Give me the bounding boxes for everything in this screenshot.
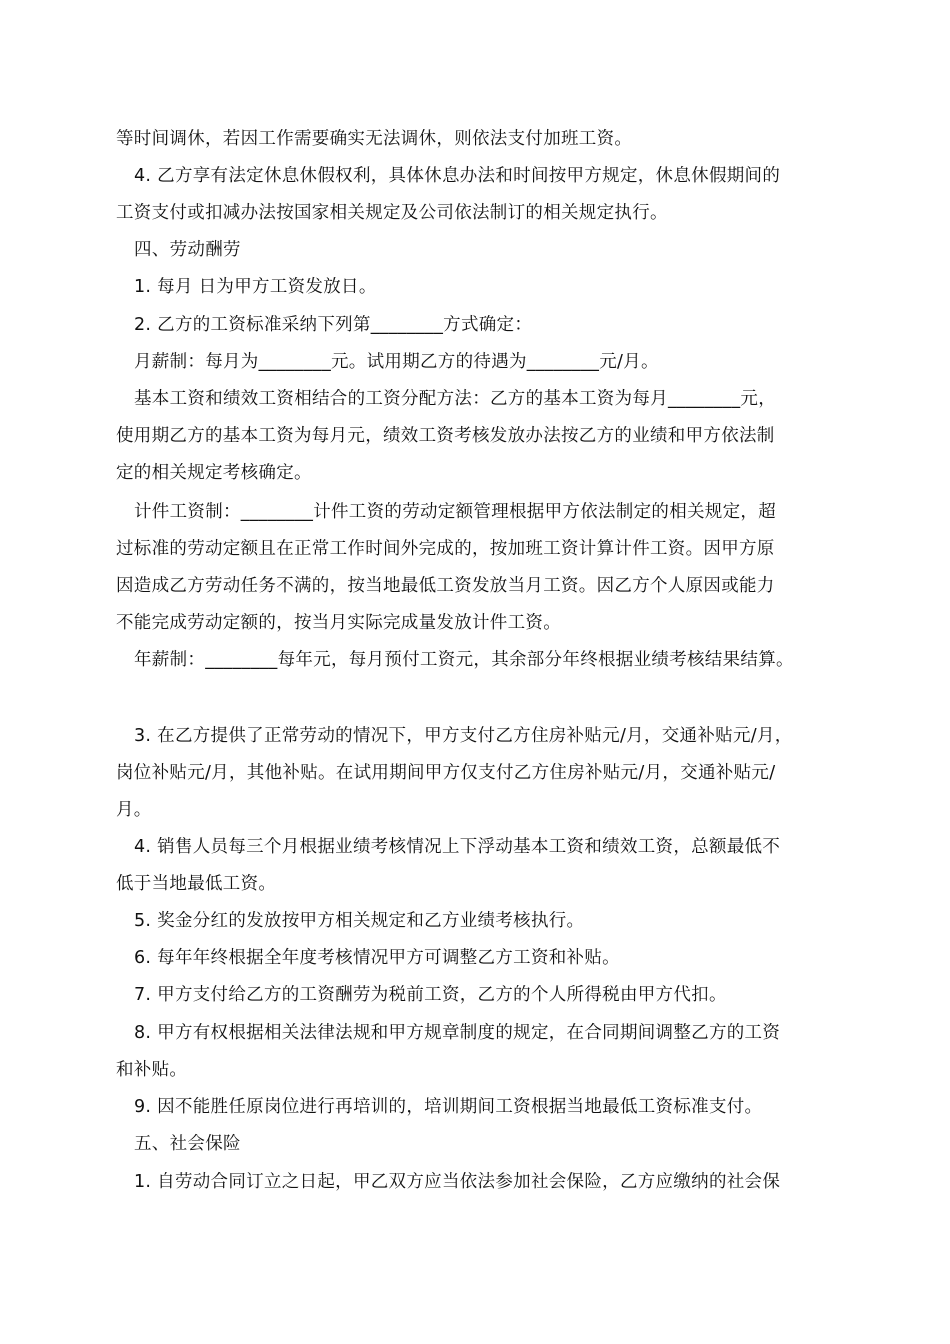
text-line: 低于当地最低工资。	[116, 874, 277, 894]
text-line: 岗位补贴元/月，其他补贴。在试用期间甲方仅支付乙方住房补贴元/月，交通补贴元/	[116, 763, 776, 783]
text-line: 4. 乙方享有法定休息休假权利，具体休息办法和时间按甲方规定，休息休假期间的	[134, 166, 781, 186]
text-line: 月。	[116, 800, 152, 820]
text-line: 月薪制：每月为________元。试用期乙方的待遇为________元/月。	[134, 352, 659, 372]
text-line: 定的相关规定考核确定。	[116, 463, 312, 483]
text-line: 2. 乙方的工资标准采纳下列第________方式确定：	[134, 315, 533, 335]
text-line: 因造成乙方劳动任务不满的，按当地最低工资发放当月工资。因乙方个人原因或能力	[116, 576, 775, 596]
text-line: 计件工资制：________计件工资的劳动定额管理根据甲方依法制定的相关规定，超	[134, 502, 776, 522]
text-line: 1. 自劳动合同订立之日起，甲乙双方应当依法参加社会保险，乙方应缴纳的社会保	[134, 1172, 781, 1192]
section-heading: 四、劳动酬劳	[134, 240, 241, 260]
section-heading: 五、社会保险	[134, 1134, 241, 1154]
text-line: 1. 每月 日为甲方工资发放日。	[134, 277, 377, 297]
text-line: 4. 销售人员每三个月根据业绩考核情况上下浮动基本工资和绩效工资，总额最低不	[134, 837, 781, 857]
text-line: 工资支付或扣减办法按国家相关规定及公司依法制订的相关规定执行。	[116, 203, 668, 223]
text-line: 6. 每年年终根据全年度考核情况甲方可调整乙方工资和补贴。	[134, 948, 620, 968]
text-line: 使用期乙方的基本工资为每月元，绩效工资考核发放办法按乙方的业绩和甲方依法制	[116, 426, 775, 446]
text-line: 和补贴。	[116, 1060, 188, 1080]
text-line: 5. 奖金分红的发放按甲方相关规定和乙方业绩考核执行。	[134, 911, 585, 931]
text-line: 过标准的劳动定额且在正常工作时间外完成的，按加班工资计算计件工资。因甲方原	[116, 539, 775, 559]
text-line: 3. 在乙方提供了正常劳动的情况下，甲方支付乙方住房补贴元/月，交通补贴元/月，	[134, 726, 793, 746]
text-line: 9. 因不能胜任原岗位进行再培训的，培训期间工资根据当地最低工资标准支付。	[134, 1097, 763, 1117]
text-line: 基本工资和绩效工资相结合的工资分配方法：乙方的基本工资为每月________元，	[134, 389, 776, 409]
text-line: 等时间调休，若因工作需要确实无法调休，则依法支付加班工资。	[116, 129, 633, 149]
text-line: 7. 甲方支付给乙方的工资酬劳为税前工资，乙方的个人所得税由甲方代扣。	[134, 985, 727, 1005]
text-line: 不能完成劳动定额的，按当月实际完成量发放计件工资。	[116, 613, 561, 633]
text-line: 8. 甲方有权根据相关法律法规和甲方规章制度的规定，在合同期间调整乙方的工资	[134, 1023, 781, 1043]
text-line: 年薪制：________每年元，每月预付工资元，其余部分年终根据业绩考核结果结算。	[134, 650, 794, 670]
